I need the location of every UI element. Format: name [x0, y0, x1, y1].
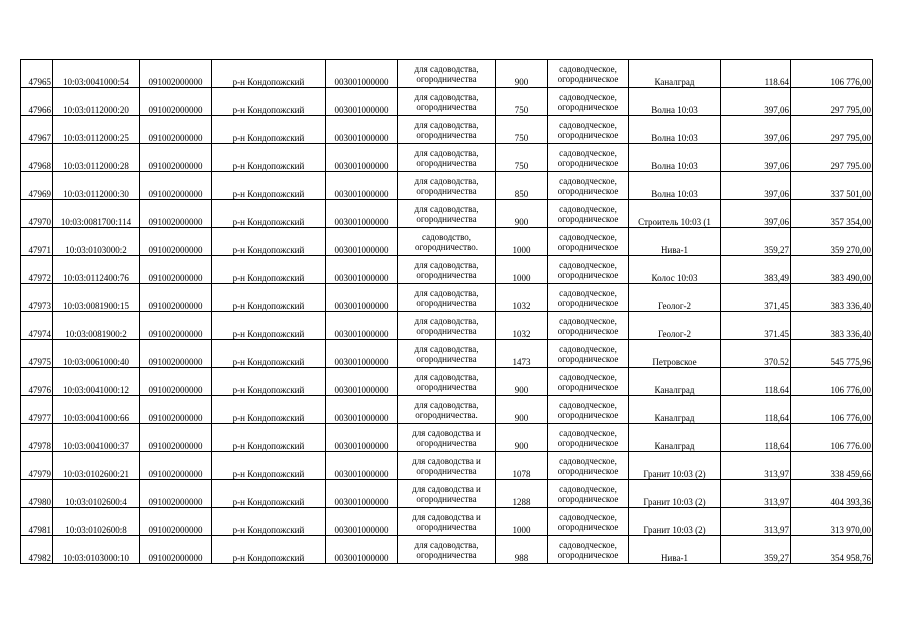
classifier-code-cell: 003001000000 — [326, 368, 398, 396]
area-value-cell: 1288 — [496, 480, 548, 508]
region-name-cell: р-н Кондопожский — [212, 144, 326, 172]
region-name-cell: р-н Кондопожский — [212, 88, 326, 116]
permitted-use-line-1: для садоводства, — [414, 539, 479, 550]
permitted-use-line-1: для садоводства и — [412, 455, 481, 466]
region-name-cell: р-н Кондопожский — [212, 200, 326, 228]
cadastral-number-cell: 10:03:0112400:76 — [53, 256, 140, 284]
partnership-name-cell: Строитель 10:03 (1 — [629, 200, 721, 228]
table-row — [21, 228, 873, 256]
cadastral-value-cell: 297 795,00 — [791, 88, 873, 116]
classifier-code-cell: 003001000000 — [326, 424, 398, 452]
permitted-use-line-2: огородничества — [416, 101, 477, 112]
classifier-code-cell: 003001000000 — [326, 256, 398, 284]
land-category-cell — [548, 508, 629, 536]
table-row — [21, 172, 873, 200]
land-category-line-2: огородническое — [557, 437, 619, 448]
permitted-use-line-2: огородничества — [416, 493, 477, 504]
permitted-use-line-2: огородничества — [416, 185, 477, 196]
table-row — [21, 88, 873, 116]
area-value-cell: 1000 — [496, 508, 548, 536]
specific-value-cell: 383,49 — [721, 256, 791, 284]
permitted-use-line-2: огородничества — [416, 465, 477, 476]
land-category-line-1: садоводческое, — [559, 203, 617, 214]
cadastral-value-cell: 338 459,66 — [791, 452, 873, 480]
okato-code-cell: 091002000000 — [140, 480, 212, 508]
land-category-cell — [548, 60, 629, 88]
area-value-cell: 900 — [496, 396, 548, 424]
permitted-use-line-2: огородничества. — [415, 409, 478, 420]
partnership-name-cell: Геолог-2 — [629, 312, 721, 340]
cadastral-value-cell: 545 775,96 — [791, 340, 873, 368]
row-number-cell: 47969 — [21, 172, 53, 200]
partnership-name-cell: Петровское — [629, 340, 721, 368]
permitted-use-cell — [398, 396, 496, 424]
land-category-line-2: огородническое — [557, 269, 619, 280]
area-value-cell: 1000 — [496, 256, 548, 284]
land-category-line-2: огородническое — [557, 381, 619, 392]
classifier-code-cell: 003001000000 — [326, 480, 398, 508]
region-name-cell: р-н Кондопожский — [212, 172, 326, 200]
cadastral-number-cell: 10:03:0041000:12 — [53, 368, 140, 396]
okato-code-cell: 091002000000 — [140, 116, 212, 144]
partnership-name-cell: Нива-1 — [629, 228, 721, 256]
partnership-name-cell: Волна 10:03 — [629, 116, 721, 144]
permitted-use-cell — [398, 116, 496, 144]
area-value-cell: 1078 — [496, 452, 548, 480]
region-name-cell: р-н Кондопожский — [212, 368, 326, 396]
cadastral-number-cell: 10:03:0102600:8 — [53, 508, 140, 536]
table-row — [21, 60, 873, 88]
land-category-line-1: садоводческое, — [559, 259, 617, 270]
row-number-cell: 47976 — [21, 368, 53, 396]
land-category-line-2: огородническое — [557, 129, 619, 140]
cadastral-value-cell: 106 776,00 — [791, 368, 873, 396]
land-category-line-1: садоводческое, — [559, 539, 617, 550]
row-number-cell: 47982 — [21, 536, 53, 564]
okato-code-cell: 091002000000 — [140, 228, 212, 256]
land-category-line-1: садоводческое, — [559, 399, 617, 410]
partnership-name-cell: Каналград — [629, 396, 721, 424]
land-category-line-1: садоводческое, — [559, 315, 617, 326]
permitted-use-line-1: для садоводства, — [414, 287, 479, 298]
specific-value-cell: 359,27 — [721, 228, 791, 256]
permitted-use-line-1: садоводство, — [421, 231, 472, 242]
land-category-cell — [548, 480, 629, 508]
permitted-use-cell — [398, 424, 496, 452]
okato-code-cell: 091002000000 — [140, 284, 212, 312]
permitted-use-line-1: для садоводства и — [412, 483, 481, 494]
permitted-use-cell — [398, 536, 496, 564]
row-number-cell: 47973 — [21, 284, 53, 312]
region-name-cell: р-н Кондопожский — [212, 340, 326, 368]
classifier-code-cell: 003001000000 — [326, 60, 398, 88]
cadastral-number-cell: 10:03:0103000:2 — [53, 228, 140, 256]
partnership-name-cell: Волна 10:03 — [629, 88, 721, 116]
row-number-cell: 47975 — [21, 340, 53, 368]
cadastral-value-cell: 313 970,00 — [791, 508, 873, 536]
region-name-cell: р-н Кондопожский — [212, 452, 326, 480]
table-row — [21, 144, 873, 172]
permitted-use-cell — [398, 172, 496, 200]
permitted-use-line-2: огородничества — [416, 437, 477, 448]
okato-code-cell: 091002000000 — [140, 144, 212, 172]
cadastral-value-cell: 357 354,00 — [791, 200, 873, 228]
table-row — [21, 480, 873, 508]
land-category-cell — [548, 452, 629, 480]
land-category-line-2: огородническое — [557, 73, 619, 84]
partnership-name-cell: Геолог-2 — [629, 284, 721, 312]
specific-value-cell: 397,06 — [721, 144, 791, 172]
land-category-line-2: огородническое — [557, 549, 619, 560]
partnership-name-cell: Колос 10:03 — [629, 256, 721, 284]
specific-value-cell: 371,45 — [721, 284, 791, 312]
cadastral-number-cell: 10:03:0041000:66 — [53, 396, 140, 424]
classifier-code-cell: 003001000000 — [326, 172, 398, 200]
permitted-use-cell — [398, 284, 496, 312]
table-row — [21, 200, 873, 228]
permitted-use-cell — [398, 480, 496, 508]
land-category-cell — [548, 368, 629, 396]
row-number-cell: 47979 — [21, 452, 53, 480]
area-value-cell: 1032 — [496, 312, 548, 340]
land-category-cell — [548, 172, 629, 200]
table-row — [21, 396, 873, 424]
cadastral-number-cell: 10:03:0081900:15 — [53, 284, 140, 312]
row-number-cell: 47967 — [21, 116, 53, 144]
permitted-use-cell — [398, 508, 496, 536]
table-row — [21, 508, 873, 536]
classifier-code-cell: 003001000000 — [326, 88, 398, 116]
specific-value-cell: 313,97 — [721, 480, 791, 508]
land-category-line-2: огородническое — [557, 241, 619, 252]
land-category-line-2: огородническое — [557, 409, 619, 420]
classifier-code-cell: 003001000000 — [326, 228, 398, 256]
permitted-use-line-2: огородничества — [416, 213, 477, 224]
classifier-code-cell: 003001000000 — [326, 340, 398, 368]
specific-value-cell: 397,06 — [721, 200, 791, 228]
specific-value-cell: 370.52 — [721, 340, 791, 368]
cadastral-value-cell: 106 776,00 — [791, 396, 873, 424]
okato-code-cell: 091002000000 — [140, 312, 212, 340]
permitted-use-line-2: огородничества — [416, 325, 477, 336]
cadastral-value-table — [20, 59, 873, 564]
permitted-use-line-1: для садоводства, — [414, 175, 479, 186]
specific-value-cell: 313,97 — [721, 508, 791, 536]
cadastral-number-cell: 10:03:0112000:25 — [53, 116, 140, 144]
partnership-name-cell: Гранит 10:03 (2) — [629, 508, 721, 536]
permitted-use-line-1: для садоводства, — [414, 343, 479, 354]
land-category-line-1: садоводческое, — [559, 231, 617, 242]
land-category-cell — [548, 88, 629, 116]
cadastral-number-cell: 10:03:0081900:2 — [53, 312, 140, 340]
specific-value-cell: 313,97 — [721, 452, 791, 480]
permitted-use-line-1: для садоводства, — [414, 399, 479, 410]
permitted-use-line-2: огородничества — [416, 157, 477, 168]
permitted-use-cell — [398, 368, 496, 396]
classifier-code-cell: 003001000000 — [326, 116, 398, 144]
cadastral-value-cell: 404 393,36 — [791, 480, 873, 508]
permitted-use-cell — [398, 228, 496, 256]
land-category-line-1: садоводческое, — [559, 371, 617, 382]
area-value-cell: 750 — [496, 144, 548, 172]
land-category-line-1: садоводческое, — [559, 287, 617, 298]
land-category-cell — [548, 200, 629, 228]
classifier-code-cell: 003001000000 — [326, 396, 398, 424]
permitted-use-line-2: огородничества — [416, 381, 477, 392]
cadastral-value-cell: 106 776,00 — [791, 60, 873, 88]
specific-value-cell: 118,64 — [721, 396, 791, 424]
specific-value-cell: 118,64 — [721, 424, 791, 452]
okato-code-cell: 091002000000 — [140, 368, 212, 396]
okato-code-cell: 091002000000 — [140, 200, 212, 228]
land-category-line-2: огородническое — [557, 157, 619, 168]
permitted-use-line-1: для садоводства, — [414, 371, 479, 382]
cadastral-number-cell: 10:03:0041000:54 — [53, 60, 140, 88]
okato-code-cell: 091002000000 — [140, 256, 212, 284]
area-value-cell: 750 — [496, 88, 548, 116]
land-category-line-1: садоводческое, — [559, 511, 617, 522]
land-category-line-1: садоводческое, — [559, 455, 617, 466]
region-name-cell: р-н Кондопожский — [212, 256, 326, 284]
specific-value-cell: 397,06 — [721, 116, 791, 144]
region-name-cell: р-н Кондопожский — [212, 116, 326, 144]
okato-code-cell: 091002000000 — [140, 88, 212, 116]
region-name-cell: р-н Кондопожский — [212, 284, 326, 312]
cadastral-number-cell: 10:03:0061000:40 — [53, 340, 140, 368]
land-category-cell — [548, 312, 629, 340]
table-row — [21, 424, 873, 452]
specific-value-cell: 118.64 — [721, 60, 791, 88]
classifier-code-cell: 003001000000 — [326, 508, 398, 536]
land-category-cell — [548, 536, 629, 564]
land-category-cell — [548, 396, 629, 424]
land-category-line-2: огородническое — [557, 465, 619, 476]
region-name-cell: р-н Кондопожский — [212, 424, 326, 452]
cadastral-number-cell: 10:03:0103000:10 — [53, 536, 140, 564]
partnership-name-cell: Гранит 10:03 (2) — [629, 480, 721, 508]
cadastral-value-cell: 383 336,40 — [791, 312, 873, 340]
land-category-line-1: садоводческое, — [559, 63, 617, 74]
table-row — [21, 452, 873, 480]
region-name-cell: р-н Кондопожский — [212, 396, 326, 424]
land-category-line-1: садоводческое, — [559, 175, 617, 186]
cadastral-value-cell: 354 958,76 — [791, 536, 873, 564]
okato-code-cell: 091002000000 — [140, 508, 212, 536]
cadastral-number-cell: 10:03:0102600:21 — [53, 452, 140, 480]
okato-code-cell: 091002000000 — [140, 172, 212, 200]
land-category-line-1: садоводческое, — [559, 427, 617, 438]
area-value-cell: 900 — [496, 60, 548, 88]
specific-value-cell: 118.64 — [721, 368, 791, 396]
cadastral-value-cell: 359 270,00 — [791, 228, 873, 256]
land-category-line-2: огородническое — [557, 297, 619, 308]
table-row — [21, 536, 873, 564]
cadastral-number-cell: 10:03:0102600:4 — [53, 480, 140, 508]
permitted-use-cell — [398, 88, 496, 116]
table-row — [21, 312, 873, 340]
cadastral-value-cell: 383 336,40 — [791, 284, 873, 312]
row-number-cell: 47970 — [21, 200, 53, 228]
okato-code-cell: 091002000000 — [140, 536, 212, 564]
permitted-use-line-2: огородничества — [416, 269, 477, 280]
table-row — [21, 116, 873, 144]
region-name-cell: р-н Кондопожский — [212, 508, 326, 536]
row-number-cell: 47965 — [21, 60, 53, 88]
land-category-line-2: огородническое — [557, 521, 619, 532]
cadastral-number-cell: 10:03:0112000:20 — [53, 88, 140, 116]
land-category-line-1: садоводческое, — [559, 91, 617, 102]
okato-code-cell: 091002000000 — [140, 60, 212, 88]
land-category-cell — [548, 340, 629, 368]
cadastral-number-cell: 10:03:0112000:30 — [53, 172, 140, 200]
cadastral-number-cell: 10:03:0041000:37 — [53, 424, 140, 452]
permitted-use-line-2: огородничества — [416, 73, 477, 84]
classifier-code-cell: 003001000000 — [326, 452, 398, 480]
permitted-use-line-2: огородничества — [416, 549, 477, 560]
region-name-cell: р-н Кондопожский — [212, 312, 326, 340]
land-category-line-1: садоводческое, — [559, 147, 617, 158]
specific-value-cell: 397,06 — [721, 172, 791, 200]
partnership-name-cell: Каналград — [629, 368, 721, 396]
cadastral-value-cell: 297 795,00 — [791, 116, 873, 144]
row-number-cell: 47971 — [21, 228, 53, 256]
land-category-line-2: огородническое — [557, 353, 619, 364]
cadastral-value-cell: 337 501,00 — [791, 172, 873, 200]
partnership-name-cell: Волна 10:03 — [629, 172, 721, 200]
classifier-code-cell: 003001000000 — [326, 312, 398, 340]
partnership-name-cell: Волна 10:03 — [629, 144, 721, 172]
land-category-line-1: садоводческое, — [559, 343, 617, 354]
table-body — [21, 60, 873, 564]
area-value-cell: 850 — [496, 172, 548, 200]
classifier-code-cell: 003001000000 — [326, 200, 398, 228]
permitted-use-cell — [398, 256, 496, 284]
permitted-use-cell — [398, 60, 496, 88]
permitted-use-line-2: огородничества — [416, 129, 477, 140]
row-number-cell: 47974 — [21, 312, 53, 340]
okato-code-cell: 091002000000 — [140, 424, 212, 452]
permitted-use-line-2: огородничества — [416, 297, 477, 308]
okato-code-cell: 091002000000 — [140, 396, 212, 424]
table-row — [21, 284, 873, 312]
cadastral-number-cell: 10:03:0112000:28 — [53, 144, 140, 172]
permitted-use-cell — [398, 312, 496, 340]
area-value-cell: 900 — [496, 200, 548, 228]
area-value-cell: 900 — [496, 368, 548, 396]
document-page — [20, 59, 872, 564]
land-category-line-1: садоводческое, — [559, 119, 617, 130]
classifier-code-cell: 003001000000 — [326, 284, 398, 312]
land-category-cell — [548, 228, 629, 256]
row-number-cell: 47981 — [21, 508, 53, 536]
row-number-cell: 47968 — [21, 144, 53, 172]
cadastral-number-cell: 10:03:0081700:114 — [53, 200, 140, 228]
cadastral-value-cell: 383 490,00 — [791, 256, 873, 284]
area-value-cell: 750 — [496, 116, 548, 144]
permitted-use-line-1: для садоводства, — [414, 203, 479, 214]
land-category-cell — [548, 284, 629, 312]
partnership-name-cell: Гранит 10:03 (2) — [629, 452, 721, 480]
specific-value-cell: 371.45 — [721, 312, 791, 340]
permitted-use-cell — [398, 200, 496, 228]
land-category-line-1: садоводческое, — [559, 483, 617, 494]
row-number-cell: 47972 — [21, 256, 53, 284]
region-name-cell: р-н Кондопожский — [212, 536, 326, 564]
permitted-use-line-1: для садоводства, — [414, 259, 479, 270]
land-category-line-2: огородническое — [557, 325, 619, 336]
permitted-use-cell — [398, 144, 496, 172]
classifier-code-cell: 003001000000 — [326, 144, 398, 172]
permitted-use-cell — [398, 452, 496, 480]
permitted-use-line-2: огородничества — [416, 521, 477, 532]
specific-value-cell: 359,27 — [721, 536, 791, 564]
region-name-cell: р-н Кондопожский — [212, 60, 326, 88]
land-category-line-2: огородническое — [557, 185, 619, 196]
area-value-cell: 1000 — [496, 228, 548, 256]
area-value-cell: 1032 — [496, 284, 548, 312]
permitted-use-line-1: для садоводства, — [414, 91, 479, 102]
land-category-line-2: огородническое — [557, 101, 619, 112]
region-name-cell: р-н Кондопожский — [212, 228, 326, 256]
table-row — [21, 368, 873, 396]
area-value-cell: 988 — [496, 536, 548, 564]
permitted-use-line-2: огородничества — [416, 353, 477, 364]
okato-code-cell: 091002000000 — [140, 340, 212, 368]
cadastral-value-cell: 297 795.00 — [791, 144, 873, 172]
permitted-use-line-1: для садоводства и — [412, 511, 481, 522]
classifier-code-cell: 003001000000 — [326, 536, 398, 564]
permitted-use-line-1: для садоводства, — [414, 119, 479, 130]
row-number-cell: 47980 — [21, 480, 53, 508]
area-value-cell: 1473 — [496, 340, 548, 368]
table-row — [21, 340, 873, 368]
table-row — [21, 256, 873, 284]
partnership-name-cell: Каналград — [629, 424, 721, 452]
cadastral-value-cell: 106 776.00 — [791, 424, 873, 452]
land-category-line-2: огородническое — [557, 493, 619, 504]
partnership-name-cell: Нива-1 — [629, 536, 721, 564]
row-number-cell: 47966 — [21, 88, 53, 116]
permitted-use-line-1: для садоводства, — [414, 63, 479, 74]
okato-code-cell: 091002000000 — [140, 452, 212, 480]
row-number-cell: 47977 — [21, 396, 53, 424]
partnership-name-cell: Каналград — [629, 60, 721, 88]
area-value-cell: 900 — [496, 424, 548, 452]
permitted-use-line-2: огородничество. — [414, 241, 479, 252]
row-number-cell: 47978 — [21, 424, 53, 452]
permitted-use-line-1: для садоводства, — [414, 147, 479, 158]
permitted-use-cell — [398, 340, 496, 368]
land-category-cell — [548, 256, 629, 284]
land-category-cell — [548, 144, 629, 172]
permitted-use-line-1: для садоводства, — [414, 315, 479, 326]
land-category-cell — [548, 424, 629, 452]
region-name-cell: р-н Кондопожский — [212, 480, 326, 508]
specific-value-cell: 397,06 — [721, 88, 791, 116]
land-category-line-2: огородническое — [557, 213, 619, 224]
land-category-cell — [548, 116, 629, 144]
permitted-use-line-1: для садоводства и — [412, 427, 481, 438]
